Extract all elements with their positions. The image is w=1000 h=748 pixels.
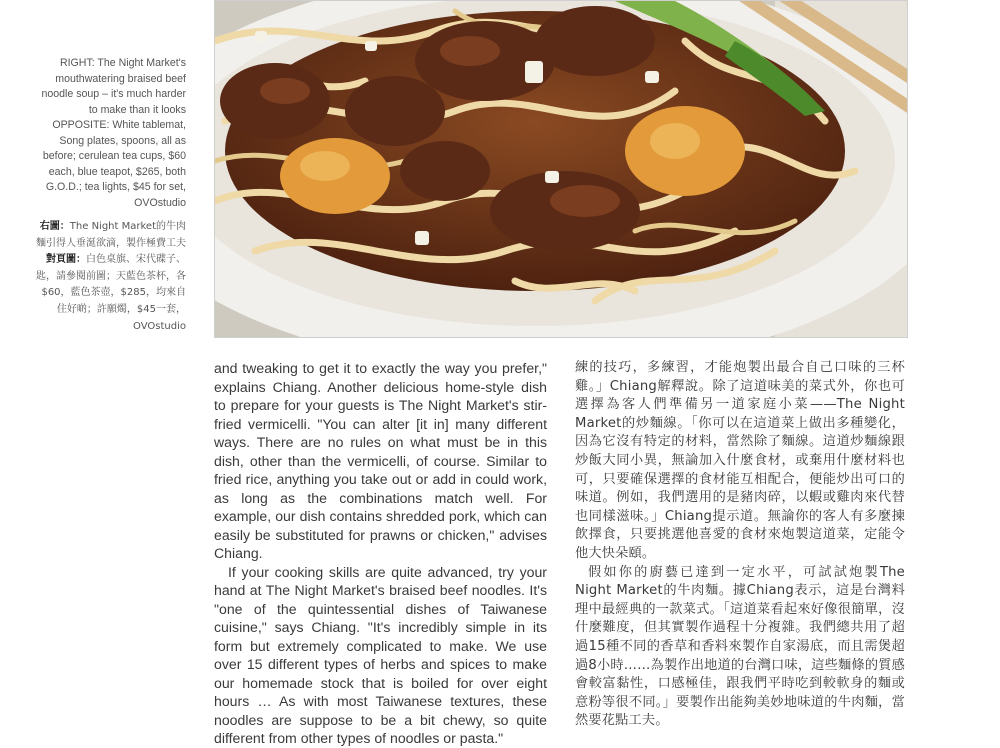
article-column-english: [214, 359, 547, 748]
english-paragraph-1: and tweaking to get it to exactly the way you prefer," explains Chiang. Another delicious home-style dish to prepare for your guests is The Night Market's stir-fried vermicelli. "You can alter [it in] many different ways. There are no rules on what must be in this dish, other than the vermicelli, of course. Similar to fried rice, anything you take out or add in could work, as long as the combinations match well. For example, our dish contains shredded pork, which can easily be substituted for prawns or chicken," advises Chiang.: [214, 360, 547, 561]
caption-chinese-opposite: [36, 252, 186, 335]
english-paragraph-2: If your cooking skills are quite advanced, try your hand at The Night Market's braised beef noodles. It's "one of the quintessential dishes of Taiwanese cuisine," says Chiang. "It's incredibly simple in its form but extremely complicated to make. We use over 15 different types of herbs and spices to make our homemade stock that is boiled for over eight hours … As with most Taiwanese textures, these noodles are suppose to be a bit chewy, so quite different from other types of noodles or pasta.": [214, 563, 547, 746]
caption-label-right: 右圖：: [39, 221, 70, 232]
beef-noodle-photo: [214, 0, 908, 338]
chinese-paragraph-1: 練的技巧，多練習，才能炮製出最合自己口味的三杯雞。」Chiang解釋說。除了這道味美的菜式外，你也可選擇為客人們準備另一道家庭小菜——The Night Market的炒麵線。「你可以在這道菜上做出多種變化，因為它沒有特定的材料，當然除了麵線。這道炒麵線跟炒飯大同小異，無論加入什麼食材，或棄用什麼材料也可，只要確保選擇的食材能互相配合，便能炒出可口的味道。例如，我們選用的是豬肉碎，以蝦或雞肉來代替也同樣滋味。」Chiang提示道。無論你的客人有多麼揀飲擇食，只要挑選他喜愛的食材來炮製這道菜，定能令他大快朵頤。: [575, 360, 905, 561]
photo-caption-english: RIGHT: The Night Market's mouthwatering braised beef noodle soup – it's much harder to make than it looks OPPOSITE: White tablemat, Song plates, spoons, all as before; cerulean tea cups, $60 each, blue teapot, $265, both G.O.D.; tea lights, $45 for set, OVOstudio: [41, 57, 186, 209]
beef-noodle-illustration: [215, 1, 907, 337]
caption-label-opposite: 對頁圖：: [46, 254, 86, 266]
caption-chinese-right: [36, 219, 186, 252]
photo-caption-chinese: [36, 219, 186, 335]
caption-text-opposite: 白色桌旗、宋代碟子、匙，請參閱前圖；天藍色茶杯，各$60，藍色茶壺，$285，均來自住好啲；許願燭，$45一套，OVOstudio: [36, 254, 186, 332]
chinese-paragraph-2: 假如你的廚藝已達到一定水平，可試試炮製The Night Market的牛肉麵。據Chiang表示，這是台灣料理中最經典的一款菜式。「這道菜看起來好像很簡單，沒什麼難度，但其實製作過程十分複雜。我們總共用了超過15種不同的香草和香料來製作自家湯底，而且需煲超過8小時……為製作出地道的台灣口味，這些麵條的質感會較富黏性，口感極佳，跟我們平時吃到較軟身的麵或意粉等很不同。」要製作出能夠美妙地味道的牛肉麵，當然要花點工夫。: [575, 564, 905, 729]
article-column-chinese: [575, 359, 905, 731]
caption-text-right: The Night Market的牛肉麵引得人垂涎欲滴，製作極費工夫: [36, 221, 186, 249]
